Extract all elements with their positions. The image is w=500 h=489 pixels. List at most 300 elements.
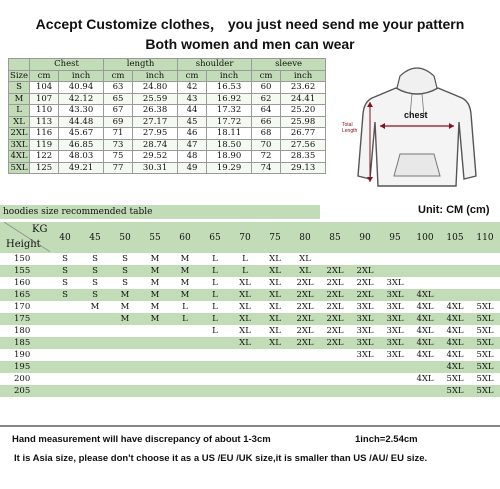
size-recommend-cell [470, 253, 500, 265]
size-recommend-cell [110, 385, 140, 397]
measure-cell: 77 [104, 162, 133, 174]
measure-cell: 72 [252, 151, 281, 163]
size-recommend-cell: 4XL [410, 373, 440, 385]
size-recommend-cell [200, 349, 230, 361]
size-recommend-cell: 4XL [440, 349, 470, 361]
weight-header: 55 [140, 222, 170, 253]
size-recommend-cell: 5XL [470, 349, 500, 361]
measure-cell: 65 [104, 93, 133, 105]
size-recommend-cell [140, 373, 170, 385]
size-cell: XL [9, 116, 30, 128]
size-recommend-cell [170, 373, 200, 385]
size-recommend-cell: L [230, 253, 260, 265]
size-recommend-cell [320, 373, 350, 385]
size-recommend-cell [410, 265, 440, 277]
size-recommend-cell: M [170, 253, 200, 265]
measure-cell: 19.29 [207, 162, 252, 174]
size-recommend-cell [260, 385, 290, 397]
height-row [0, 289, 500, 301]
size-recommend-cell [380, 373, 410, 385]
weight-header: 75 [260, 222, 290, 253]
size-recommend-cell [470, 289, 500, 301]
size-chart-row [9, 116, 326, 128]
size-recommend-cell: XL [230, 313, 260, 325]
size-chart-row [9, 139, 326, 151]
measure-cell: 110 [30, 105, 59, 117]
size-cell: 2XL [10, 128, 28, 139]
measure-cell: 25.98 [281, 116, 326, 128]
weight-header: 110 [470, 222, 500, 253]
weight-header: 60 [170, 222, 200, 253]
measure-cell: 18.50 [207, 139, 252, 151]
measure-cell: 48.03 [59, 151, 104, 163]
size-recommend-cell [110, 337, 140, 349]
group-length: length [104, 59, 178, 71]
size-recommend-cell [50, 325, 80, 337]
note-discrepancy: Hand measurement will have discrepancy of about 1-3cm [12, 434, 271, 445]
measure-cell: 44.48 [59, 116, 104, 128]
weight-header: 85 [320, 222, 350, 253]
size-recommend-cell: 2XL [350, 289, 380, 301]
size-recommend-cell [80, 361, 110, 373]
size-cell: S [9, 82, 30, 94]
header-line-1: Accept Customize clothes， you just need send me your pattern [35, 16, 465, 32]
size-recommend-cell: L [200, 289, 230, 301]
group-shoulder: shoulder [178, 59, 252, 71]
size-recommend-cell [320, 253, 350, 265]
unit-label: Unit: CM (cm) [418, 204, 490, 216]
size-recommend-cell [260, 361, 290, 373]
size-header: Size [10, 70, 29, 81]
size-recommend-cell [200, 361, 230, 373]
size-chart-row [9, 82, 326, 94]
weight-header: 45 [80, 222, 110, 253]
measure-cell: 122 [30, 151, 59, 163]
size-recommend-cell: 4XL [440, 325, 470, 337]
size-recommend-cell: L [200, 325, 230, 337]
unit-header: inch [59, 70, 104, 82]
size-recommend-cell: 3XL [380, 313, 410, 325]
size-recommend-cell: XL [290, 253, 320, 265]
size-recommend-cell [290, 361, 320, 373]
size-recommend-cell [440, 289, 470, 301]
size-recommend-cell [50, 337, 80, 349]
measure-cell: 17.32 [207, 105, 252, 117]
size-recommend-cell [110, 361, 140, 373]
size-recommend-cell [170, 385, 200, 397]
measure-cell: 45.67 [59, 128, 104, 140]
measure-cell: 16.53 [207, 82, 252, 94]
size-recommend-cell [410, 253, 440, 265]
size-recommend-cell: 2XL [290, 301, 320, 313]
size-recommend-cell [140, 349, 170, 361]
size-recommend-cell [140, 337, 170, 349]
measure-cell: 46.85 [59, 139, 104, 151]
size-recommend-cell [110, 349, 140, 361]
height-row [0, 313, 500, 325]
weight-header: 80 [290, 222, 320, 253]
measure-cell: 107 [30, 93, 59, 105]
size-recommend-cell [290, 349, 320, 361]
notes [0, 425, 500, 489]
measure-cell: 24.41 [281, 93, 326, 105]
measure-cell: 60 [252, 82, 281, 94]
recommend-caption: hoodies size recommended table [0, 205, 320, 219]
measure-cell: 46 [178, 128, 207, 140]
size-recommend-cell [380, 361, 410, 373]
size-recommend-cell [350, 253, 380, 265]
size-recommend-cell: XL [260, 325, 290, 337]
size-recommend-cell: 3XL [380, 325, 410, 337]
size-recommend-cell [80, 373, 110, 385]
height-cell: 205 [0, 385, 50, 397]
weight-header: 100 [410, 222, 440, 253]
size-recommend-cell: 2XL [350, 265, 380, 277]
size-recommend-cell: XL [260, 301, 290, 313]
size-recommend-cell: M [110, 301, 140, 313]
unit-header: cm [178, 70, 207, 82]
size-recommend-cell: 4XL [440, 313, 470, 325]
height-cell: 150 [0, 253, 50, 265]
unit-header: cm [252, 70, 281, 82]
size-recommend-cell: 5XL [440, 385, 470, 397]
size-recommend-cell [350, 361, 380, 373]
size-recommend-cell [80, 337, 110, 349]
size-recommend-cell [230, 361, 260, 373]
weight-header-row [0, 222, 500, 253]
size-recommend-cell [290, 385, 320, 397]
size-recommend-cell: XL [290, 265, 320, 277]
measure-cell: 26.38 [133, 105, 178, 117]
size-cell: 5XL [10, 162, 28, 173]
size-recommend-cell: 5XL [470, 313, 500, 325]
measure-cell: 68 [252, 128, 281, 140]
measure-cell: 42 [178, 82, 207, 94]
height-cell: 180 [0, 325, 50, 337]
size-recommend-cell: 2XL [290, 313, 320, 325]
weight-header: 40 [50, 222, 80, 253]
group-chest: Chest [30, 59, 104, 71]
size-recommend-cell: XL [260, 337, 290, 349]
measure-cell: 24.80 [133, 82, 178, 94]
height-row [0, 253, 500, 265]
size-recommend-cell [200, 337, 230, 349]
size-recommend-cell [80, 325, 110, 337]
size-recommend-cell: S [50, 289, 80, 301]
height-cell: 195 [0, 361, 50, 373]
measure-cell: 74 [252, 162, 281, 174]
size-recommend-cell: XL [230, 289, 260, 301]
height-row [0, 385, 500, 397]
measure-cell: 48 [178, 151, 207, 163]
measure-cell: 47 [178, 139, 207, 151]
size-recommend-cell: L [200, 265, 230, 277]
note-asia-size: It is Asia size, please don't choose it as a US /EU /UK size,it is smaller than US /AU/ EU size. [14, 453, 428, 464]
height-row [0, 277, 500, 289]
measure-cell: 64 [252, 105, 281, 117]
size-recommend-cell: 3XL [380, 349, 410, 361]
size-cell: 4XL [10, 151, 28, 162]
height-row [0, 265, 500, 277]
size-recommend-cell [320, 361, 350, 373]
chest-label: chest [404, 110, 428, 120]
size-recommend-cell: M [110, 313, 140, 325]
size-recommend-cell: M [140, 301, 170, 313]
measure-cell: 70 [252, 139, 281, 151]
size-recommend-cell [50, 313, 80, 325]
measure-cell: 25.20 [281, 105, 326, 117]
measure-cell: 25.59 [133, 93, 178, 105]
size-chart-unit-row [9, 70, 326, 82]
size-recommend-cell [50, 301, 80, 313]
size-recommend-cell: L [170, 313, 200, 325]
size-recommend-cell: S [110, 265, 140, 277]
height-row [0, 337, 500, 349]
size-recommend-cell [110, 325, 140, 337]
size-recommend-cell [230, 349, 260, 361]
size-recommend-cell [410, 277, 440, 289]
size-recommend-cell [170, 337, 200, 349]
size-recommend-cell: XL [260, 253, 290, 265]
size-recommend-cell: S [50, 253, 80, 265]
measure-cell: 43.30 [59, 105, 104, 117]
size-recommend-cell: 2XL [290, 289, 320, 301]
size-recommend-cell [470, 265, 500, 277]
kg-label: KG [32, 224, 48, 235]
measure-cell: 66 [252, 116, 281, 128]
size-recommend-cell: 4XL [410, 337, 440, 349]
size-recommend-cell: 2XL [320, 301, 350, 313]
size-recommend-cell [260, 349, 290, 361]
measure-cell: 116 [30, 128, 59, 140]
size-recommend-cell [50, 349, 80, 361]
measure-cell: 29.13 [281, 162, 326, 174]
size-recommend-cell: 4XL [440, 337, 470, 349]
size-cell: 3XL [10, 139, 28, 150]
size-recommend-cell: M [140, 289, 170, 301]
size-recommend-cell [110, 373, 140, 385]
measure-cell: 28.35 [281, 151, 326, 163]
size-cell: M [9, 93, 30, 105]
size-recommend-cell: XL [260, 289, 290, 301]
size-recommend-cell: XL [260, 313, 290, 325]
unit-header: cm [30, 70, 59, 82]
size-recommend-cell [170, 349, 200, 361]
size-recommend-cell [380, 253, 410, 265]
size-recommend-cell: 3XL [350, 337, 380, 349]
size-recommend-cell: 2XL [290, 325, 320, 337]
size-recommend-cell [80, 385, 110, 397]
weight-header: 105 [440, 222, 470, 253]
size-recommend-cell: M [140, 265, 170, 277]
size-recommend-cell [170, 325, 200, 337]
size-cell: L [9, 105, 30, 117]
height-cell: 155 [0, 265, 50, 277]
size-recommend-cell: 4XL [410, 325, 440, 337]
size-recommend-cell: 2XL [320, 277, 350, 289]
measure-cell: 17.72 [207, 116, 252, 128]
size-recommend-cell: XL [230, 337, 260, 349]
size-chart-row [9, 151, 326, 163]
size-recommend-cell: XL [260, 265, 290, 277]
size-recommend-cell: 3XL [350, 301, 380, 313]
size-recommend-cell: 3XL [380, 289, 410, 301]
measure-cell: 119 [30, 139, 59, 151]
size-recommend-cell: 2XL [320, 325, 350, 337]
size-recommend-cell: 3XL [350, 313, 380, 325]
size-chart-row [9, 128, 326, 140]
measure-cell: 49.21 [59, 162, 104, 174]
size-recommend-cell [380, 385, 410, 397]
size-recommend-cell: M [140, 253, 170, 265]
size-recommend-cell: 2XL [320, 289, 350, 301]
header-line-2: Both women and men can wear [145, 36, 355, 52]
size-recommend-cell: M [140, 313, 170, 325]
unit-header: inch [207, 70, 252, 82]
size-recommend-cell: L [170, 301, 200, 313]
size-recommend-cell [80, 313, 110, 325]
size-recommend-cell: 4XL [440, 301, 470, 313]
size-recommend-cell: 2XL [290, 277, 320, 289]
size-recommend-cell [50, 373, 80, 385]
height-cell: 185 [0, 337, 50, 349]
size-recommend-cell [200, 373, 230, 385]
height-cell: 200 [0, 373, 50, 385]
weight-header: 90 [350, 222, 380, 253]
size-recommend-cell [410, 385, 440, 397]
size-chart-row [9, 93, 326, 105]
size-recommend-cell: 5XL [470, 385, 500, 397]
size-recommend-cell [140, 361, 170, 373]
note-inch: 1inch=2.54cm [355, 434, 418, 445]
size-recommend-cell: 5XL [470, 325, 500, 337]
size-recommend-cell [50, 385, 80, 397]
size-recommend-cell: S [50, 277, 80, 289]
size-recommend-cell [380, 265, 410, 277]
size-recommend-cell: 5XL [440, 373, 470, 385]
measure-cell: 16.92 [207, 93, 252, 105]
size-recommend-cell: 3XL [380, 337, 410, 349]
size-recommend-cell: 5XL [470, 337, 500, 349]
measure-cell: 42.12 [59, 93, 104, 105]
size-recommend-cell: L [200, 301, 230, 313]
size-recommend-cell: 4XL [410, 289, 440, 301]
height-cell: 175 [0, 313, 50, 325]
size-recommend-cell: 3XL [350, 325, 380, 337]
kg-height-corner [0, 222, 50, 253]
measure-cell: 69 [104, 116, 133, 128]
weight-header: 50 [110, 222, 140, 253]
size-chart-table [8, 58, 326, 174]
measure-cell: 26.77 [281, 128, 326, 140]
measure-cell: 104 [30, 82, 59, 94]
size-recommend-cell [260, 373, 290, 385]
size-recommend-cell [350, 385, 380, 397]
size-recommend-cell: 2XL [290, 337, 320, 349]
size-recommend-cell: 5XL [470, 373, 500, 385]
size-recommend-cell [440, 253, 470, 265]
measure-cell: 63 [104, 82, 133, 94]
size-recommend-cell [230, 385, 260, 397]
size-recommend-cell: 2XL [320, 313, 350, 325]
measure-cell: 18.90 [207, 151, 252, 163]
measure-cell: 49 [178, 162, 207, 174]
size-recommend-cell: 4XL [410, 313, 440, 325]
height-cell: 165 [0, 289, 50, 301]
size-recommend-cell [320, 385, 350, 397]
size-recommend-cell: 5XL [470, 361, 500, 373]
measure-cell: 27.56 [281, 139, 326, 151]
size-chart-row [9, 105, 326, 117]
measure-cell: 27.17 [133, 116, 178, 128]
size-recommend-cell: L [200, 313, 230, 325]
size-recommend-cell: S [110, 277, 140, 289]
size-recommend-cell: L [200, 277, 230, 289]
size-recommend-cell: XL [230, 301, 260, 313]
measure-cell: 30.31 [133, 162, 178, 174]
measure-cell: 45 [178, 116, 207, 128]
size-recommend-cell: M [170, 277, 200, 289]
weight-header: 65 [200, 222, 230, 253]
size-recommend-cell [290, 373, 320, 385]
height-row [0, 325, 500, 337]
size-recommend-cell [440, 265, 470, 277]
size-recommend-cell: M [80, 301, 110, 313]
size-recommend-cell [440, 277, 470, 289]
measure-cell: 113 [30, 116, 59, 128]
size-recommend-cell: S [80, 289, 110, 301]
measure-cell: 27.95 [133, 128, 178, 140]
size-recommend-cell [50, 361, 80, 373]
size-chart-row [9, 162, 326, 174]
measure-cell: 75 [104, 151, 133, 163]
size-recommend-cell: M [170, 265, 200, 277]
height-cell: 170 [0, 301, 50, 313]
unit-header: cm [104, 70, 133, 82]
size-chart-group-row [9, 59, 326, 71]
size-recommend-cell: L [230, 265, 260, 277]
measure-cell: 28.74 [133, 139, 178, 151]
size-recommend-cell: 4XL [440, 361, 470, 373]
size-recommend-cell: S [50, 265, 80, 277]
size-recommend-cell: XL [230, 325, 260, 337]
measure-cell: 40.94 [59, 82, 104, 94]
height-row [0, 349, 500, 361]
size-recommend-cell: 5XL [470, 301, 500, 313]
height-cell: 190 [0, 349, 50, 361]
size-recommend-cell: L [200, 253, 230, 265]
size-recommend-cell: 3XL [380, 301, 410, 313]
unit-header: inch [133, 70, 178, 82]
size-recommend-cell: S [80, 277, 110, 289]
measure-cell: 18.11 [207, 128, 252, 140]
size-recommend-cell: 2XL [320, 337, 350, 349]
measure-cell: 44 [178, 105, 207, 117]
height-label: Height [6, 239, 41, 250]
height-row [0, 301, 500, 313]
size-recommend-cell [350, 373, 380, 385]
weight-header: 95 [380, 222, 410, 253]
height-cell: 160 [0, 277, 50, 289]
size-chart-corner [9, 59, 30, 71]
measure-cell: 29.52 [133, 151, 178, 163]
size-recommend-cell: 2XL [320, 265, 350, 277]
size-recommend-cell [320, 349, 350, 361]
size-recommend-cell: S [80, 265, 110, 277]
header [0, 14, 500, 54]
size-recommend-cell: 3XL [380, 277, 410, 289]
size-recommend-cell: 2XL [350, 277, 380, 289]
